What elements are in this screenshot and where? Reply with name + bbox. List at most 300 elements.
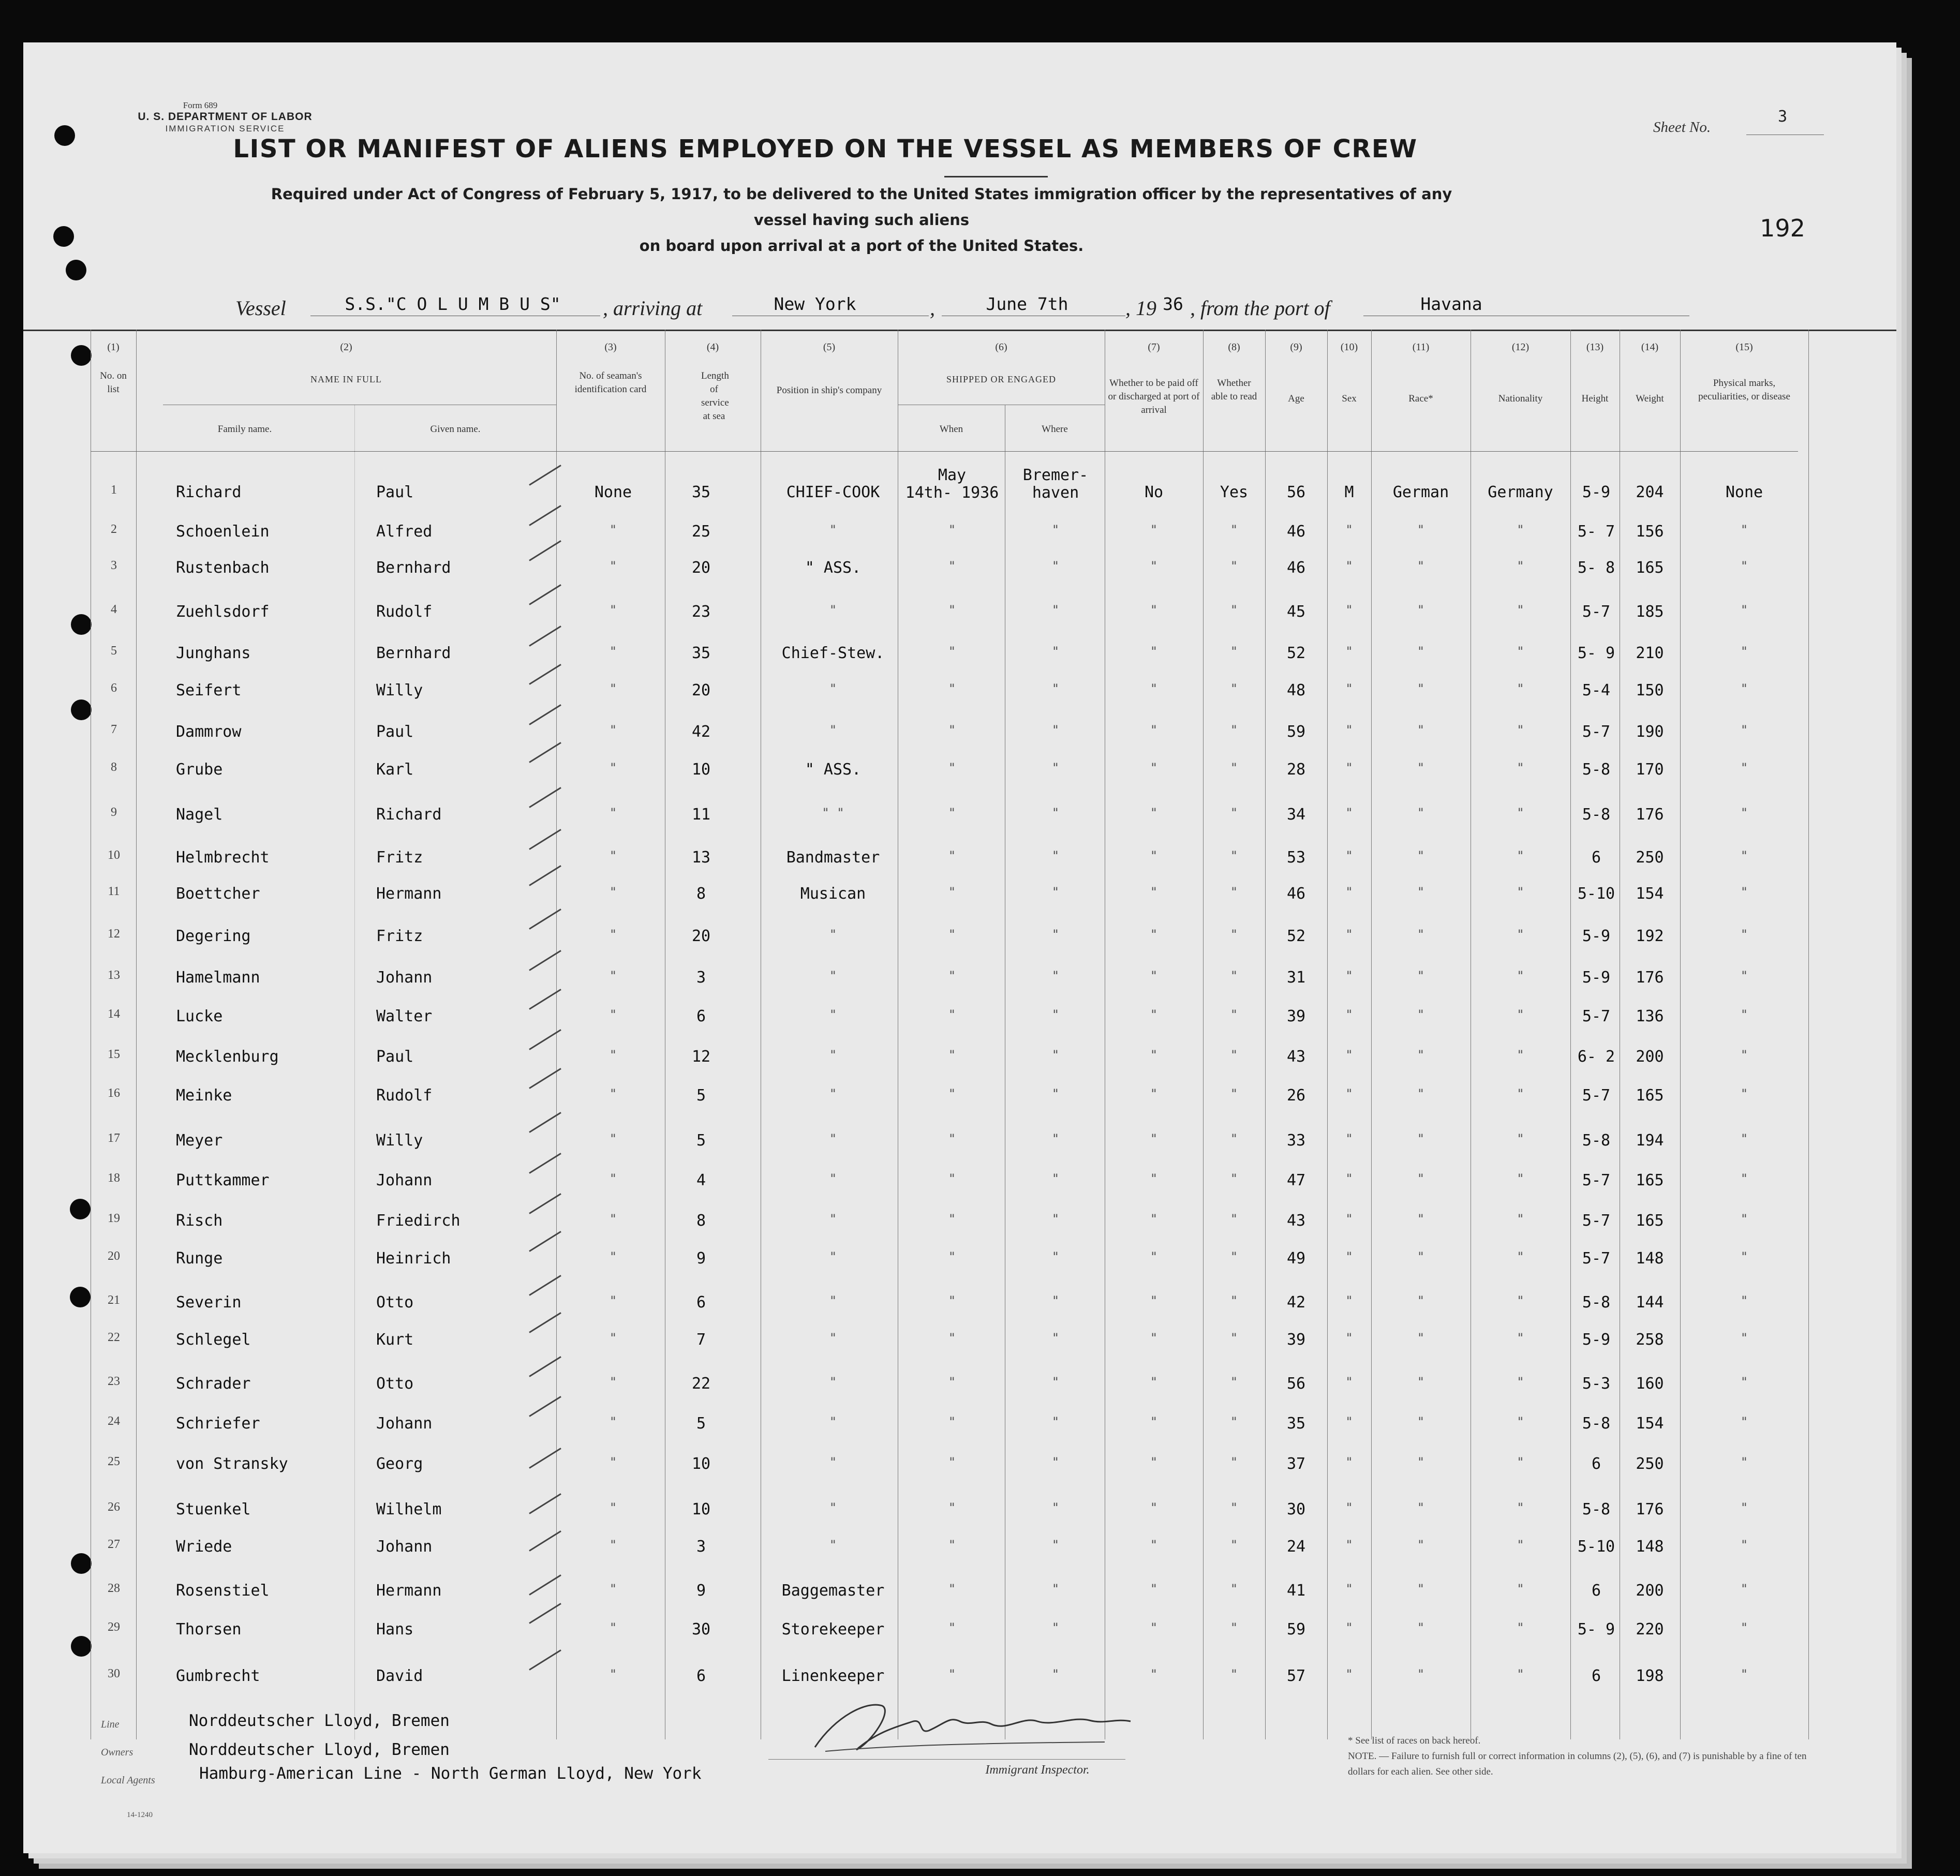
punch-hole bbox=[71, 699, 92, 720]
header-height: Height bbox=[1581, 393, 1609, 404]
race: " bbox=[1417, 1048, 1425, 1062]
weight: 198 bbox=[1636, 1667, 1664, 1685]
height: 5-3 bbox=[1582, 1375, 1611, 1393]
punch-hole bbox=[71, 1636, 92, 1657]
column-number: (10) bbox=[1340, 341, 1358, 353]
sex: " bbox=[1345, 1500, 1353, 1515]
physical-marks: " bbox=[1740, 761, 1748, 775]
height: 5-10 bbox=[1577, 1538, 1615, 1556]
seaman-card: " bbox=[609, 1171, 617, 1186]
nationality: " bbox=[1517, 559, 1524, 573]
shipped-where-line: haven bbox=[1032, 484, 1079, 502]
paid-off: " bbox=[1150, 1582, 1158, 1596]
able-to-read: " bbox=[1230, 1048, 1238, 1062]
family-name: Thorsen bbox=[176, 1620, 242, 1639]
given-name: Rudolf bbox=[376, 1086, 433, 1105]
weight: 144 bbox=[1636, 1293, 1664, 1312]
ship-position: " bbox=[829, 603, 837, 617]
shipped-when: " bbox=[948, 848, 956, 863]
shipped-where: " bbox=[1051, 1171, 1060, 1186]
family-name: Runge bbox=[176, 1249, 223, 1268]
column-number: (12) bbox=[1511, 341, 1530, 353]
row-number: 30 bbox=[108, 1667, 120, 1680]
column-number: (11) bbox=[1412, 341, 1430, 353]
seaman-card: " bbox=[609, 1131, 617, 1146]
ship-position: " bbox=[829, 1500, 837, 1515]
nationality: " bbox=[1517, 1620, 1524, 1635]
header-given-name: Given name. bbox=[430, 424, 481, 435]
given-name: Bernhard bbox=[376, 644, 451, 662]
length-of-service: 9 bbox=[696, 1582, 706, 1600]
sex: " bbox=[1345, 1455, 1353, 1469]
length-of-service: 35 bbox=[691, 644, 711, 662]
height: 5-9 bbox=[1582, 927, 1611, 945]
given-name: Hans bbox=[376, 1620, 414, 1639]
shipped-where: " bbox=[1051, 1415, 1060, 1429]
given-name: Wilhelm bbox=[376, 1500, 442, 1518]
paid-off: " bbox=[1150, 1086, 1158, 1101]
row-number: 29 bbox=[108, 1620, 120, 1634]
nationality: " bbox=[1517, 885, 1524, 899]
page-number: 192 bbox=[1760, 214, 1805, 242]
row-number: 16 bbox=[108, 1086, 120, 1100]
nationality: " bbox=[1517, 603, 1524, 617]
sex: " bbox=[1345, 1007, 1353, 1022]
sex: " bbox=[1345, 523, 1353, 537]
family-name: Lucke bbox=[176, 1007, 223, 1025]
nationality: " bbox=[1517, 848, 1524, 863]
nationality: " bbox=[1517, 1375, 1524, 1389]
age: 39 bbox=[1286, 1331, 1306, 1349]
age: 26 bbox=[1286, 1086, 1306, 1105]
length-of-service: 20 bbox=[691, 681, 711, 699]
race: " bbox=[1417, 644, 1425, 659]
seaman-card: " bbox=[609, 1500, 617, 1515]
seaman-card: " bbox=[609, 644, 617, 659]
sex: " bbox=[1345, 1131, 1353, 1146]
race: " bbox=[1417, 1500, 1425, 1515]
race: " bbox=[1417, 848, 1425, 863]
row-number: 28 bbox=[108, 1582, 120, 1595]
physical-marks: " bbox=[1740, 1375, 1748, 1389]
row-number: 8 bbox=[111, 761, 117, 774]
nationality: " bbox=[1517, 806, 1524, 820]
shipped-where: " bbox=[1051, 1667, 1060, 1681]
height: 5-8 bbox=[1582, 1500, 1611, 1518]
physical-marks: " bbox=[1740, 1667, 1748, 1681]
given-name: Rudolf bbox=[376, 603, 433, 621]
height: 5-7 bbox=[1582, 1086, 1611, 1105]
shipped-when: " bbox=[948, 523, 956, 537]
weight: 190 bbox=[1636, 723, 1664, 741]
paid-off: " bbox=[1150, 603, 1158, 617]
paid-off: " bbox=[1150, 1620, 1158, 1635]
seaman-card: " bbox=[609, 885, 617, 899]
able-to-read: " bbox=[1230, 1500, 1238, 1515]
physical-marks: " bbox=[1740, 1415, 1748, 1429]
shipped-when-line: May bbox=[938, 466, 967, 484]
race: " bbox=[1417, 523, 1425, 537]
height: 5-7 bbox=[1582, 1212, 1611, 1230]
shipped-where: " bbox=[1051, 523, 1060, 537]
given-name: Fritz bbox=[376, 927, 423, 945]
header-shipped: SHIPPED OR ENGAGED bbox=[946, 374, 1056, 384]
nationality: " bbox=[1517, 1086, 1524, 1101]
seaman-card: " bbox=[609, 559, 617, 573]
paid-off: " bbox=[1150, 1538, 1158, 1552]
physical-marks: " bbox=[1740, 969, 1748, 983]
weight: 160 bbox=[1636, 1375, 1664, 1393]
age: 53 bbox=[1286, 848, 1306, 867]
seaman-card: " bbox=[609, 1007, 617, 1022]
sex: " bbox=[1345, 1048, 1353, 1062]
able-to-read: " bbox=[1230, 1620, 1238, 1635]
weight: 210 bbox=[1636, 644, 1664, 662]
header-paid-off: Whether to be paid off or discharged at port of arrival bbox=[1108, 378, 1200, 415]
shipped-where: " bbox=[1051, 1086, 1060, 1101]
race: " bbox=[1417, 1086, 1425, 1101]
given-name: David bbox=[376, 1667, 423, 1685]
age: 42 bbox=[1286, 1293, 1306, 1312]
length-of-service: 7 bbox=[696, 1331, 706, 1349]
physical-marks: None bbox=[1725, 483, 1763, 501]
arrival-year: 36 bbox=[1163, 294, 1183, 314]
header-weight: Weight bbox=[1636, 393, 1664, 404]
seaman-card: " bbox=[609, 723, 617, 737]
height: 5- 9 bbox=[1577, 1620, 1615, 1639]
age: 59 bbox=[1286, 723, 1306, 741]
form-code: 14-1240 bbox=[127, 1811, 153, 1819]
height: 5-8 bbox=[1582, 761, 1611, 779]
shipped-where: " bbox=[1051, 1455, 1060, 1469]
given-name: Johann bbox=[376, 1538, 433, 1556]
height: 5-4 bbox=[1582, 681, 1611, 699]
shipped-where: " bbox=[1051, 885, 1060, 899]
sex: " bbox=[1345, 681, 1353, 696]
race: " bbox=[1417, 927, 1425, 942]
sex: " bbox=[1345, 848, 1353, 863]
shipped-when: " bbox=[948, 723, 956, 737]
header-bottom-rule bbox=[91, 451, 1798, 452]
family-name: Severin bbox=[176, 1293, 242, 1312]
family-name: Schoenlein bbox=[176, 523, 270, 541]
weight: 165 bbox=[1636, 1212, 1664, 1230]
physical-marks: " bbox=[1740, 1212, 1748, 1226]
family-name: Grube bbox=[176, 761, 223, 779]
height: 5-7 bbox=[1582, 1007, 1611, 1025]
age: 46 bbox=[1286, 523, 1306, 541]
physical-marks: " bbox=[1740, 1500, 1748, 1515]
shipped-when: " bbox=[948, 1293, 956, 1308]
able-to-read: " bbox=[1230, 848, 1238, 863]
family-name: Schlegel bbox=[176, 1331, 251, 1349]
row-number: 19 bbox=[108, 1212, 120, 1225]
given-name: Johann bbox=[376, 1415, 433, 1433]
weight: 176 bbox=[1636, 806, 1664, 824]
race: " bbox=[1417, 806, 1425, 820]
header-no-on-list: No. on list bbox=[100, 370, 127, 395]
length-of-service: 42 bbox=[691, 723, 711, 741]
ship-position: Linenkeeper bbox=[781, 1667, 885, 1685]
sex: " bbox=[1345, 1293, 1353, 1308]
given-name: Friedirch bbox=[376, 1212, 461, 1230]
able-to-read: " bbox=[1230, 644, 1238, 659]
sex: " bbox=[1345, 1171, 1353, 1186]
column-number: (9) bbox=[1290, 341, 1302, 353]
given-name: Hermann bbox=[376, 885, 442, 903]
header-where: Where bbox=[1042, 424, 1068, 435]
header-sex: Sex bbox=[1342, 393, 1357, 404]
weight: 220 bbox=[1636, 1620, 1664, 1639]
owners-value: Norddeutscher Lloyd, Bremen bbox=[189, 1740, 450, 1759]
physical-marks: " bbox=[1740, 1171, 1748, 1186]
sex: " bbox=[1345, 1538, 1353, 1552]
nationality: Germany bbox=[1488, 483, 1553, 501]
shipped-when: " bbox=[948, 681, 956, 696]
weight: 148 bbox=[1636, 1249, 1664, 1268]
physical-marks: " bbox=[1740, 723, 1748, 737]
given-name: Walter bbox=[376, 1007, 433, 1025]
nationality: " bbox=[1517, 1582, 1524, 1596]
weight: 154 bbox=[1636, 1415, 1664, 1433]
height: 6- 2 bbox=[1577, 1048, 1615, 1066]
able-to-read: " bbox=[1230, 806, 1238, 820]
row-number: 15 bbox=[108, 1048, 120, 1061]
header-when: When bbox=[939, 424, 963, 435]
punch-hole bbox=[53, 226, 74, 247]
weight: 250 bbox=[1636, 848, 1664, 867]
agents-label: Local Agents bbox=[101, 1775, 155, 1786]
shipped-where: " bbox=[1051, 1293, 1060, 1308]
able-to-read: " bbox=[1230, 969, 1238, 983]
weight: 204 bbox=[1636, 483, 1664, 501]
age: 52 bbox=[1286, 644, 1306, 662]
height: 5-7 bbox=[1582, 723, 1611, 741]
shipped-when: " bbox=[948, 1131, 956, 1146]
header-able-read: Whether able to read bbox=[1211, 378, 1257, 402]
physical-marks: " bbox=[1740, 1331, 1748, 1345]
length-of-service: 8 bbox=[696, 885, 706, 903]
paid-off: " bbox=[1150, 644, 1158, 659]
column-rule bbox=[556, 330, 557, 1739]
from-port: Havana bbox=[1420, 294, 1482, 314]
seaman-card: " bbox=[609, 848, 617, 863]
seaman-card: " bbox=[609, 1455, 617, 1469]
seaman-card: " bbox=[609, 806, 617, 820]
paid-off: " bbox=[1150, 559, 1158, 573]
length-of-service: 30 bbox=[691, 1620, 711, 1639]
paid-off: " bbox=[1150, 1293, 1158, 1308]
race: " bbox=[1417, 1331, 1425, 1345]
ship-position: " bbox=[829, 927, 837, 942]
height: 5- 9 bbox=[1577, 644, 1615, 662]
family-name: Puttkammer bbox=[176, 1171, 270, 1189]
punch-hole bbox=[71, 345, 92, 366]
seaman-card: " bbox=[609, 603, 617, 617]
height: 5-10 bbox=[1577, 885, 1615, 903]
paid-off: " bbox=[1150, 885, 1158, 899]
nationality: " bbox=[1517, 1500, 1524, 1515]
column-rule bbox=[354, 405, 355, 1739]
physical-marks: " bbox=[1740, 885, 1748, 899]
nationality: " bbox=[1517, 681, 1524, 696]
family-name: Wriede bbox=[176, 1538, 232, 1556]
able-to-read: " bbox=[1230, 1582, 1238, 1596]
ship-position: Bandmaster bbox=[786, 848, 880, 867]
shipped-where: " bbox=[1051, 1007, 1060, 1022]
ship-position: " bbox=[829, 523, 837, 537]
row-number: 4 bbox=[111, 603, 117, 616]
able-to-read: " bbox=[1230, 1375, 1238, 1389]
column-number: (14) bbox=[1641, 341, 1659, 353]
age: 43 bbox=[1286, 1212, 1306, 1230]
inspector-signature-icon bbox=[794, 1695, 1136, 1758]
column-number: (1) bbox=[107, 341, 120, 353]
height: 5-8 bbox=[1582, 806, 1611, 824]
ship-position: " bbox=[829, 1048, 837, 1062]
able-to-read: " bbox=[1230, 885, 1238, 899]
seaman-card: " bbox=[609, 1538, 617, 1552]
nationality: " bbox=[1517, 761, 1524, 775]
nationality: " bbox=[1517, 927, 1524, 942]
column-rule bbox=[1265, 330, 1266, 1739]
nationality: " bbox=[1517, 1331, 1524, 1345]
shipped-when-line: 14th- 1936 bbox=[905, 484, 999, 502]
row-number: 26 bbox=[108, 1500, 120, 1514]
length-of-service: 10 bbox=[691, 1500, 711, 1518]
length-of-service: 13 bbox=[691, 848, 711, 867]
nationality: " bbox=[1517, 1415, 1524, 1429]
race: " bbox=[1417, 1131, 1425, 1146]
seaman-card: " bbox=[609, 681, 617, 696]
footnote-races: * See list of races on back hereof. bbox=[1348, 1735, 1481, 1746]
family-name: Zuehlsdorf bbox=[176, 603, 270, 621]
row-number: 7 bbox=[111, 723, 117, 736]
shipped-where: " bbox=[1051, 644, 1060, 659]
race: " bbox=[1417, 681, 1425, 696]
race: " bbox=[1417, 1212, 1425, 1226]
physical-marks: " bbox=[1740, 644, 1748, 659]
shipped-where: " bbox=[1051, 761, 1060, 775]
weight: 192 bbox=[1636, 927, 1664, 945]
seaman-card: " bbox=[609, 1375, 617, 1389]
ship-position: " bbox=[829, 1171, 837, 1186]
shipped-when: " bbox=[948, 1375, 956, 1389]
age: 48 bbox=[1286, 681, 1306, 699]
paid-off: " bbox=[1150, 1131, 1158, 1146]
row-number: 11 bbox=[108, 885, 120, 898]
sex: " bbox=[1345, 559, 1353, 573]
paid-off: " bbox=[1150, 1331, 1158, 1345]
height: 5-7 bbox=[1582, 603, 1611, 621]
shipped-when: " bbox=[948, 1620, 956, 1635]
column-rule bbox=[1327, 330, 1328, 1739]
race: " bbox=[1417, 1620, 1425, 1635]
nationality: " bbox=[1517, 523, 1524, 537]
weight: 156 bbox=[1636, 523, 1664, 541]
row-number: 13 bbox=[108, 969, 120, 982]
shipped-where: " bbox=[1051, 1538, 1060, 1552]
family-name: Schriefer bbox=[176, 1415, 260, 1433]
ship-position: " ASS. bbox=[805, 761, 862, 779]
physical-marks: " bbox=[1740, 1293, 1748, 1308]
length-of-service: 25 bbox=[691, 523, 711, 541]
length-of-service: 11 bbox=[691, 806, 711, 824]
nationality: " bbox=[1517, 1171, 1524, 1186]
arrival-date: June 7th bbox=[986, 294, 1068, 314]
shipped-when: " bbox=[948, 1212, 956, 1226]
shipped-where: " bbox=[1051, 1331, 1060, 1345]
family-name: Boettcher bbox=[176, 885, 260, 903]
seaman-card: " bbox=[609, 1249, 617, 1264]
nationality: " bbox=[1517, 1048, 1524, 1062]
subtitle-line-2: on board upon arrival at a port of the United States. bbox=[639, 237, 1084, 255]
physical-marks: " bbox=[1740, 1538, 1748, 1552]
given-name: Willy bbox=[376, 1131, 423, 1150]
row-number: 24 bbox=[108, 1415, 120, 1428]
shipped-when: " bbox=[948, 1331, 956, 1345]
seaman-card: " bbox=[609, 1620, 617, 1635]
age: 31 bbox=[1286, 969, 1306, 987]
able-to-read: " bbox=[1230, 1131, 1238, 1146]
physical-marks: " bbox=[1740, 1620, 1748, 1635]
height: 5-8 bbox=[1582, 1131, 1611, 1150]
seaman-card: " bbox=[609, 1331, 617, 1345]
subtitle-line-1: Required under Act of Congress of February 5, 1917, to be delivered to the United States immigration officer by the representatives of any vessel having such aliens bbox=[271, 185, 1452, 229]
age: 47 bbox=[1286, 1171, 1306, 1189]
seaman-card: " bbox=[609, 969, 617, 983]
length-of-service: 6 bbox=[696, 1007, 706, 1025]
length-of-service: 22 bbox=[691, 1375, 711, 1393]
able-to-read: " bbox=[1230, 927, 1238, 942]
inspector-label: Immigrant Inspector. bbox=[985, 1763, 1090, 1777]
race: " bbox=[1417, 1293, 1425, 1308]
sex: " bbox=[1345, 1331, 1353, 1345]
height: 6 bbox=[1591, 1667, 1601, 1685]
length-of-service: 9 bbox=[696, 1249, 706, 1268]
paid-off: " bbox=[1150, 1415, 1158, 1429]
length-of-service: 4 bbox=[696, 1171, 706, 1189]
race: " bbox=[1417, 885, 1425, 899]
ship-position: Baggemaster bbox=[781, 1582, 885, 1600]
able-to-read: " bbox=[1230, 1171, 1238, 1186]
able-to-read: " bbox=[1230, 1415, 1238, 1429]
column-number: (5) bbox=[823, 341, 836, 353]
row-number: 9 bbox=[111, 806, 117, 819]
nationality: " bbox=[1517, 644, 1524, 659]
ship-position: " bbox=[829, 1331, 837, 1345]
nationality: " bbox=[1517, 1249, 1524, 1264]
punch-hole bbox=[54, 125, 75, 146]
able-to-read: " bbox=[1230, 761, 1238, 775]
given-name: Alfred bbox=[376, 523, 433, 541]
given-name: Otto bbox=[376, 1375, 414, 1393]
shipped-where: " bbox=[1051, 723, 1060, 737]
height: 5- 7 bbox=[1577, 523, 1615, 541]
nationality: " bbox=[1517, 1007, 1524, 1022]
sex: " bbox=[1345, 603, 1353, 617]
ship-position: " bbox=[829, 1249, 837, 1264]
paid-off: " bbox=[1150, 681, 1158, 696]
shipped-when: " bbox=[948, 1086, 956, 1101]
paid-off: " bbox=[1150, 1667, 1158, 1681]
row-number: 12 bbox=[108, 927, 120, 941]
vessel-label: Vessel bbox=[235, 296, 286, 320]
shipped-when: " bbox=[948, 1582, 956, 1596]
footnote bbox=[1348, 1733, 1814, 1780]
header-name-in-full: NAME IN FULL bbox=[310, 374, 382, 384]
physical-marks: " bbox=[1740, 523, 1748, 537]
